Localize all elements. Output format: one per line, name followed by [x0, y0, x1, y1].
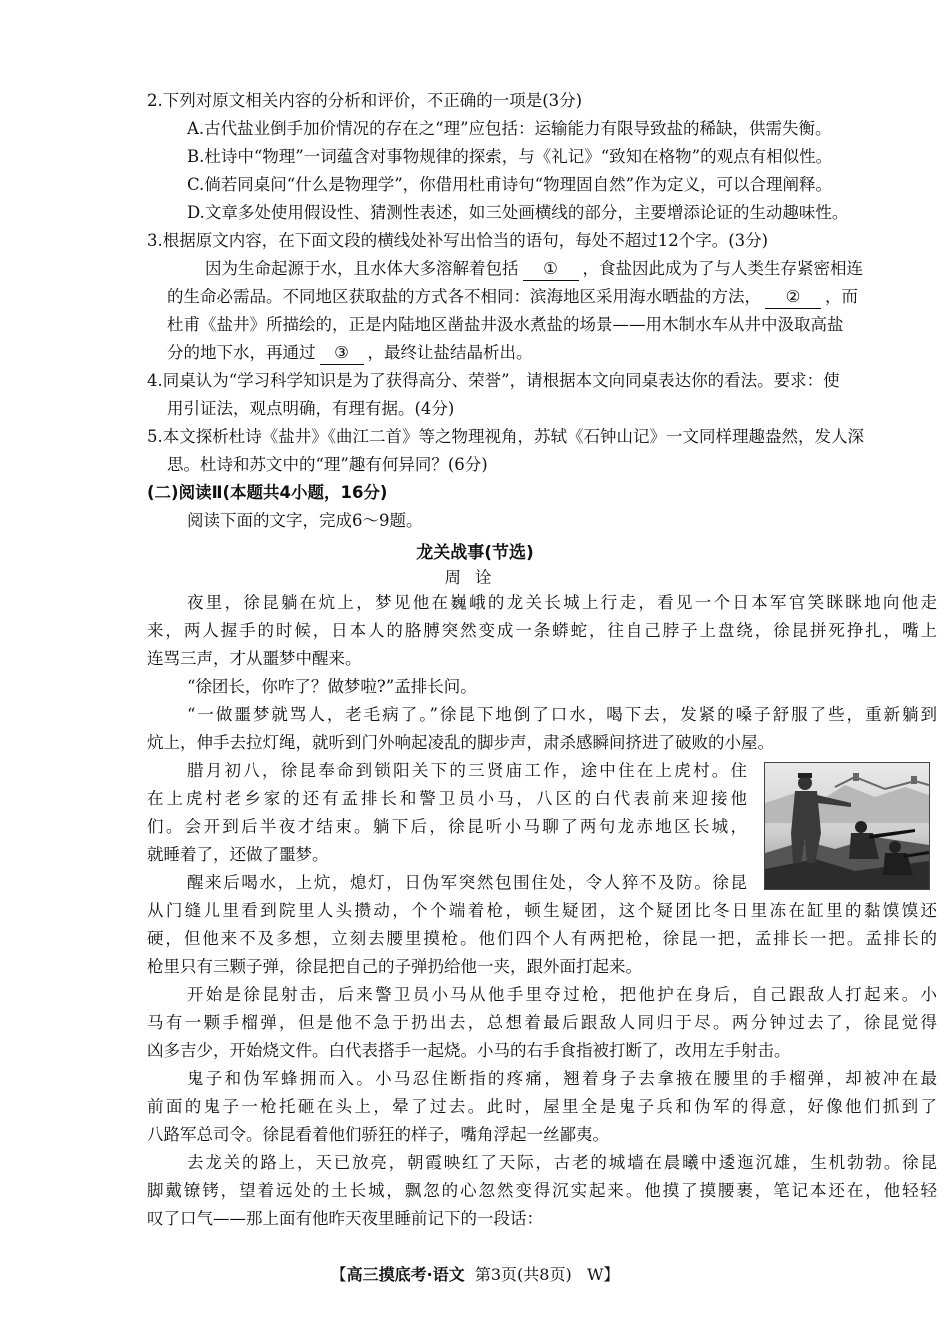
q2-option-b: B.杜诗中“物理”一词蕴含对事物规律的探索，与《礼记》“致知在格物”的观点有相似性。	[187, 147, 833, 166]
story-line: “徐团长，你咋了？做梦啦?”孟排长问。	[187, 677, 477, 696]
story-line: 在上虎村老乡家的还有孟排长和警卫员小马，八区的白代表前来迎接他	[147, 789, 747, 808]
story-line: 叹了口气——那上面有他昨天夜里睡前记下的一段话：	[147, 1209, 543, 1228]
story-line: “一做噩梦就骂人，老毛病了。”徐昆下地倒了口水，喝下去，发紧的嗓子舒服了些，重新躺到	[187, 705, 937, 724]
page-footer	[0, 1262, 950, 1285]
story-line: 鬼子和伪军蜂拥而入。小马忍住断指的疼痛，翘着身子去拿掖在腰里的手榴弹，却被冲在最	[187, 1069, 937, 1088]
q3-stem: 3.根据原文内容，在下面文段的横线处补写出恰当的语句，每处不超过12个字。(3分)	[147, 231, 769, 250]
story-line: 枪里只有三颗子弹，徐昆把自己的子弹扔给他一夹，跟外面打起来。	[147, 957, 642, 976]
footer-exam-name: 高三摸底考·语文	[346, 1265, 465, 1284]
story-line: 来，两人握手的时候，日本人的胳膊突然变成一条蟒蛇，往自己脖子上盘绕，徐昆拼死挣扎，嘴上	[147, 621, 937, 640]
story-line: 凶多吉少，开始烧文件。白代表搭手一起烧。小马的右手食指被打断了，改用左手射击。	[147, 1041, 791, 1060]
story-line: 连骂三声，才从噩梦中醒来。	[147, 649, 362, 668]
story-line: 开始是徐昆射击，后来警卫员小马从他手里夺过枪，把他护在身后，自己跟敌人打起来。小	[187, 985, 937, 1004]
footer-bracket-open: 【	[330, 1265, 347, 1284]
section-2-instruction: 阅读下面的文字，完成6～9题。	[187, 511, 423, 530]
story-title: 龙关战事(节选)	[416, 543, 534, 563]
q3-blank-3: ③	[320, 342, 364, 365]
section-2-heading: (二)阅读Ⅱ(本题共4小题，16分)	[147, 483, 388, 502]
story-line: 们。会开到后半夜才结束。躺下后，徐昆听小马聊了两句龙赤地区长城，	[147, 817, 747, 836]
story-line: 去龙关的路上，天已放亮，朝霞映红了天际，古老的城墙在晨曦中逶迤沉雄，生机勃勃。徐昆	[187, 1153, 937, 1172]
q3-passage-line-2: 的生命必需品。不同地区获取盐的方式各不相同：滨海地区采用海水晒盐的方法， ② ，而	[167, 286, 858, 309]
q5-line-1: 5.本文探析杜诗《盐井》《曲江二首》等之物理视角，苏轼《石钟山记》一文同样理趣盎然，发人深	[147, 427, 864, 446]
story-line: 脚戴镣铐，望着远处的土长城，飘忽的心忽然变得沉实起来。他摸了摸腰裹，笔记本还在，他轻轻	[147, 1181, 937, 1200]
footer-code: W	[586, 1265, 604, 1284]
q2-stem: 2.下列对原文相关内容的分析和评价，不正确的一项是(3分)	[147, 91, 583, 110]
soldiers-illustration-icon	[765, 763, 929, 889]
story-author: 周诠	[444, 568, 506, 587]
q3-passage-line-1: 因为生命起源于水，且水体大多溶解着包括 ① ，食盐因此成为了与人类生存紧密相连	[205, 258, 863, 281]
footer-bracket-close: 】	[603, 1265, 620, 1284]
story-illustration	[764, 762, 930, 890]
story-line: 硬，但他来不及多想，立刻去腰里摸枪。他们四个人有两把枪，徐昆一把，孟排长一把。孟排长的	[147, 929, 937, 948]
q4-line-1: 4.同桌认为“学习科学知识是为了获得高分、荣誉”，请根据本文向同桌表达你的看法。要求：使	[147, 371, 840, 390]
story-line: 醒来后喝水，上炕，熄灯，日伪军突然包围住处，令人猝不及防。徐昆	[187, 873, 747, 892]
q3-passage-line-4: 分的地下水，再通过 ③ ，最终让盐结晶析出。	[167, 342, 533, 365]
q3-blank-2: ②	[765, 286, 821, 309]
story-line: 前面的鬼子一枪托砸在头上，晕了过去。此时，屋里全是鬼子兵和伪军的得意，好像他们抓到了	[147, 1097, 937, 1116]
story-line: 夜里，徐昆躺在炕上，梦见他在巍峨的龙关长城上行走，看见一个日本军官笑眯眯地向他走	[187, 593, 937, 612]
q2-option-c: C.倘若同桌问“什么是物理学”，你借用杜甫诗句“物理固自然”作为定义，可以合理阐释。	[187, 175, 833, 194]
q3-passage-line-3: 杜甫《盐井》所描绘的，正是内陆地区凿盐井汲水煮盐的场景——用木制水车从井中汲取高盐	[167, 315, 844, 334]
story-line: 就睡着了，还做了噩梦。	[147, 845, 329, 864]
q2-option-d: D.文章多处使用假设性、猜测性表述，如三处画横线的部分，主要增添论证的生动趣味性。	[187, 203, 849, 222]
story-line: 腊月初八，徐昆奉命到锁阳关下的三贤庙工作，途中住在上虎村。住	[187, 761, 747, 780]
q3-blank-1: ①	[523, 258, 579, 281]
q2-option-a: A.古代盐业倒手加价情况的存在之“理”应包括：运输能力有限导致盐的稀缺，供需失衡。	[187, 119, 832, 138]
q5-line-2: 思。杜诗和苏文中的“理”趣有何异同？(6分)	[167, 455, 488, 474]
q4-line-2: 用引证法，观点明确，有理有据。(4分)	[167, 399, 455, 418]
story-line: 炕上，伸手去拉灯绳，就听到门外响起凌乱的脚步声，肃杀感瞬间挤进了破败的小屋。	[147, 733, 774, 752]
story-line: 马有一颗手榴弹，但是他不急于扔出去，总想着最后跟敌人同归于尽。两分钟过去了，徐昆觉得	[147, 1013, 937, 1032]
footer-page-number: 第3页(共8页)	[474, 1265, 572, 1284]
story-line: 八路军总司令。徐昆看着他们骄狂的样子，嘴角浮起一丝鄙夷。	[147, 1125, 609, 1144]
story-line: 从门缝儿里看到院里人头攒动，个个端着枪，顿生疑团，这个疑团比冬日里冻在缸里的黏馍馍还	[147, 901, 937, 920]
